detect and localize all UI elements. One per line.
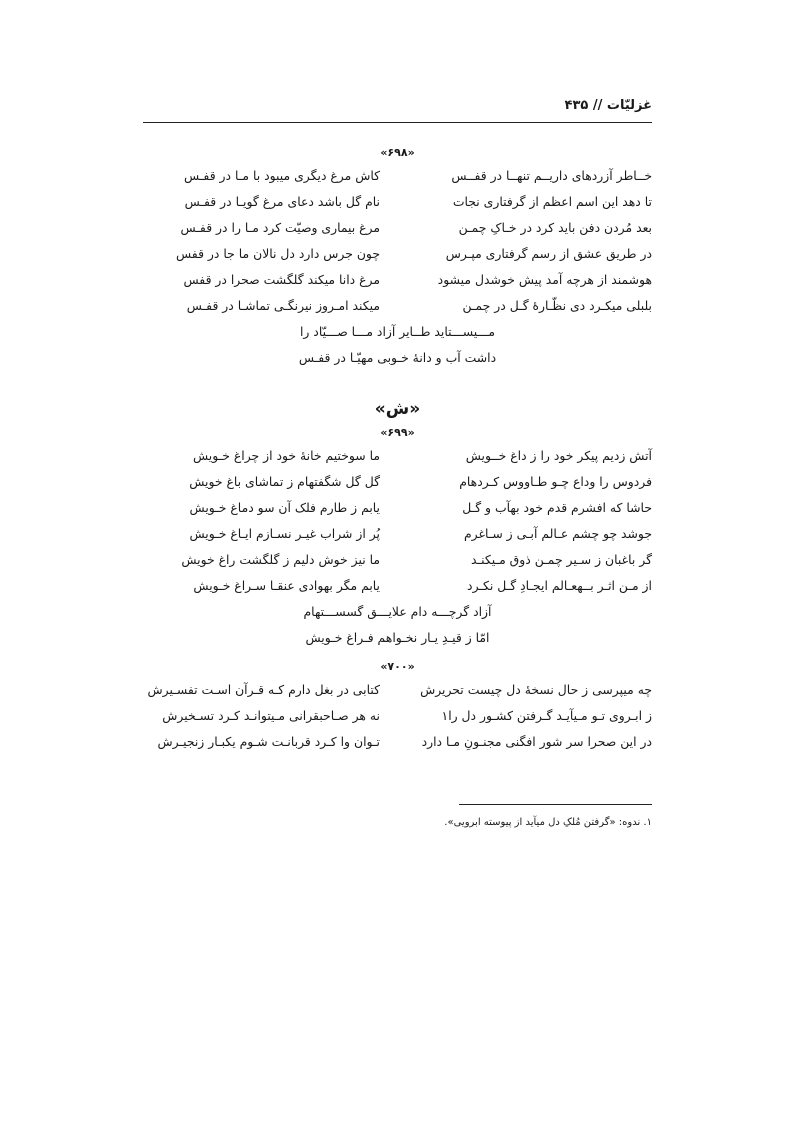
footnote-divider (459, 804, 652, 805)
second-hemistich: پُر از شراب غیـر نسـازم ایـاغ خـویش (189, 526, 380, 541)
couplet (143, 729, 652, 755)
first-hemistich: در طریق عشق از رسم گرفتاری مپـرس (445, 246, 652, 261)
first-hemistich: آتش زدیم پیکر خود را ز داغ خــویش (465, 448, 652, 463)
second-hemistich: چون جرس دارد دل نالان ما جا در قفس (176, 246, 380, 261)
first-hemistich: از مـن اثـر بــهعـالم ایجـادِ گـل نکـرد (467, 578, 652, 593)
closing-line: امّا ز قیـدِ یـار نخـواهم فـراغ خـویش (305, 630, 490, 645)
couplet (143, 189, 652, 215)
second-hemistich: مرغ بیماری وصیّت کرد مـا را در قفـس (180, 220, 380, 235)
first-hemistich: چه میپرسی ز حال نسخهٔ دل چیست تحریرش (420, 682, 652, 697)
first-hemistich: در این صحرا سر شور افگنی مجنـونِ مـا دارد (421, 734, 652, 749)
second-hemistich: ما نیز خوش دلیم ز گلگشت راغ خویش (181, 552, 380, 567)
second-hemistich: یابم مگر بهوادی عنقـا سـراغ خـویش (193, 578, 380, 593)
running-title: غزلیّات // ۴۳۵ (564, 98, 652, 113)
second-hemistich: میکند امـروز نیرنگـی تماشـا در قفـس (186, 298, 380, 313)
second-hemistich: ما سوختیم خانهٔ خود از چراغ خـویش (192, 448, 380, 463)
poem-number: «۷۰۰» (380, 660, 415, 673)
poem-698 (143, 143, 652, 371)
poem-number: «۶۹۸» (380, 146, 415, 159)
closing-line: داشت آب و دانهٔ خـوبی مهیّـا در قفـس (298, 350, 497, 365)
second-hemistich: گل گل شگفتهام ز تماشای باغ خویش (189, 474, 380, 489)
second-hemistich: نام گل باشد دعای مرغ گویـا در قفـس (184, 194, 380, 209)
first-hemistich: گر باغبان ز سـیر چمـن ذوق مـیکنـد (471, 552, 652, 567)
first-hemistich: بلبلی میکـرد دی نظّـارهٔ گـل در چمـن (462, 298, 652, 313)
closing-line: مـــیســـتاید طــایر آزاد مـــا صـــیّاد را (299, 324, 496, 339)
second-hemistich: کاش مرغ دیگری میبود با مـا در قفـس (184, 168, 380, 183)
second-hemistich: تـوان وا کـرد قربانـت شـوم یکبـار زنجیـرش (157, 734, 380, 749)
couplet (143, 267, 652, 293)
first-hemistich: جوشد چو چشم عـالم آبـی ز سـاغرم (463, 526, 652, 541)
couplet (143, 703, 652, 729)
couplet (143, 495, 652, 521)
poem-700 (143, 657, 652, 755)
second-hemistich: مرغ دانا میکند گلگشت صحرا در قفس (183, 272, 380, 287)
couplet (143, 215, 652, 241)
second-hemistich: کتابی در بغل دارم کـه قـرآن اسـت تفسـیرش (147, 682, 380, 697)
running-header (143, 88, 652, 123)
second-hemistich: نه هر صـاحبقرانی مـیتوانـد کـرد تسـخیرش (162, 708, 380, 723)
couplet (143, 293, 652, 319)
footnote: ۱. ندوه: «گرفتن مُلکِ دل میآید از پیوسته ابرویی». (444, 817, 652, 828)
first-hemistich: تا دهد این اسم اعظم از گرفتاری نجات (452, 194, 652, 209)
first-hemistich: ز ابـروی تـو مـیآیـد گـرفتن کشـور دل را۱ (441, 708, 652, 723)
first-hemistich: هوشمند از هرچه آمد پیش خوشدل میشود (437, 272, 652, 287)
couplet (143, 469, 652, 495)
poem-number: «۶۹۹» (380, 426, 415, 439)
couplet (143, 163, 652, 189)
first-hemistich: فردوس را وداع چـو طـاووس کـردهام (459, 474, 652, 489)
first-hemistich: خــاطر آزردهای داریــم تنهــا در قفــس (451, 168, 652, 183)
closing-line: آزاد گرچـــه دام علایـــق گسســـتهام (303, 604, 492, 619)
couplet (143, 573, 652, 599)
section-letter: «ش» (374, 399, 421, 419)
couplet (143, 677, 652, 703)
first-hemistich: بعد مُردن دفن باید کرد در خـاکِ چمـن (458, 220, 652, 235)
couplet (143, 241, 652, 267)
first-hemistich: حاشا که افشرم قدم خود بهآب و گـل (462, 500, 652, 515)
poem-699 (143, 395, 652, 651)
second-hemistich: یابم ز طارم فلک آن سو دماغ خـویش (189, 500, 380, 515)
couplet (143, 547, 652, 573)
couplet (143, 443, 652, 469)
couplet (143, 521, 652, 547)
